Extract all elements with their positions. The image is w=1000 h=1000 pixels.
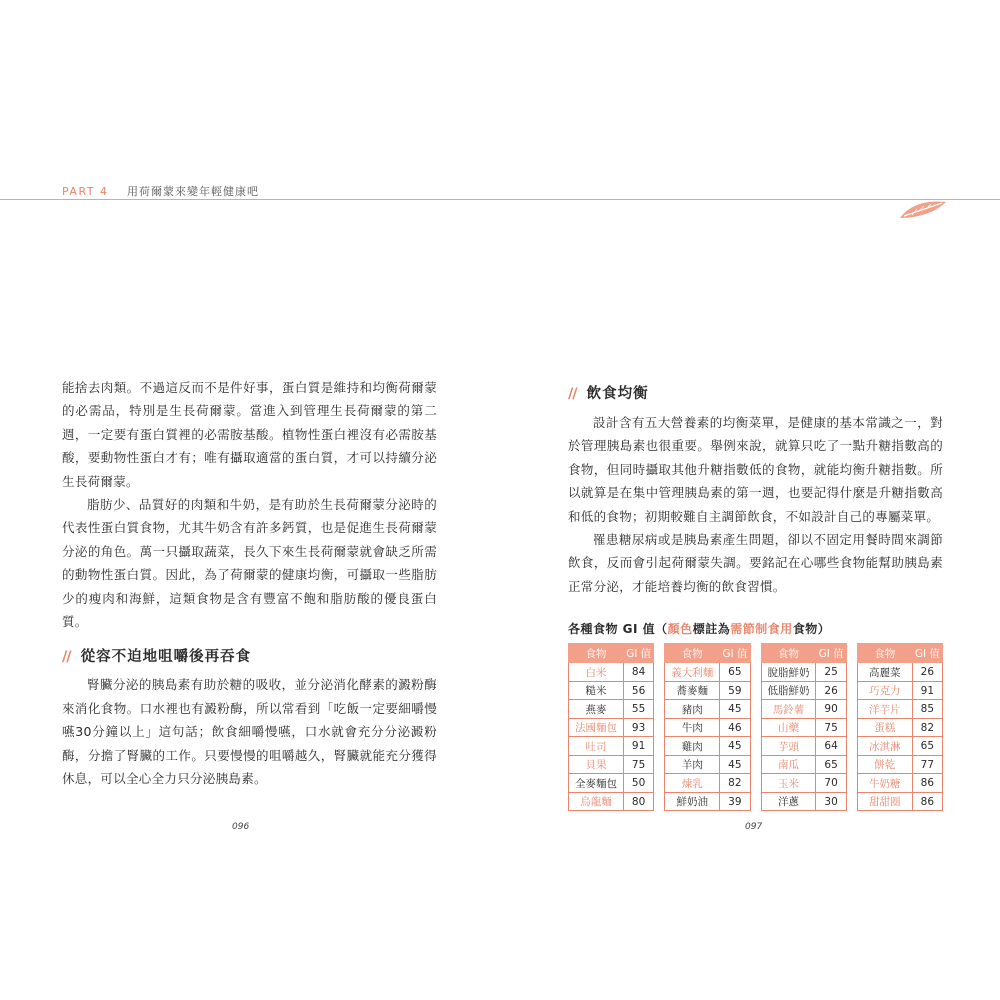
column-header-gi: GI 值 [912, 644, 942, 663]
table-row [761, 718, 846, 737]
column-header-food: 食物 [665, 644, 720, 663]
food-cell: 脫脂鮮奶 [761, 663, 816, 682]
food-cell: 芋頭 [761, 737, 816, 756]
part-label: PART 4 [62, 185, 109, 198]
gi-table [857, 643, 943, 811]
running-header [62, 183, 259, 199]
food-cell: 義大利麵 [665, 663, 720, 682]
gi-value-cell: 75 [623, 755, 653, 774]
paragraph: 設計含有五大營養素的均衡菜單，是健康的基本常識之一，對於管理胰島素也很重要。舉例來說，就算只吃了一點升糖指數高的食物，但同時攝取其他升糖指數低的食物，就能均衡升糖指數。所以就算是在集中管理胰島素的第一週，也要記得什麼是升糖指數高和低的食物；初期較難自主調節飲食，不如設計自己的專屬菜單。 [568, 415, 943, 524]
gi-tables [568, 643, 943, 811]
food-cell: 煉乳 [665, 774, 720, 793]
section-marker: // [62, 649, 71, 666]
paragraph: 罹患糖尿病或是胰島素產生問題，卻以不固定用餐時間來調節飲食，反而會引起荷爾蒙失調。要銘記在心哪些食物能幫助胰島素正常分泌，才能培養均衡的飲食習慣。 [568, 532, 943, 594]
gi-value-cell: 75 [816, 718, 846, 737]
table-row [665, 663, 750, 682]
table-row [857, 774, 942, 793]
gi-value-cell: 65 [816, 755, 846, 774]
table-row [569, 663, 654, 682]
section-marker: // [568, 386, 577, 402]
column-header-gi: GI 值 [623, 644, 653, 663]
table-caption: 各種食物 GI 值（顏色標註為需節制食用食物） [568, 622, 831, 637]
food-cell: 貝果 [569, 755, 624, 774]
right-page-column [568, 382, 943, 811]
section-heading [62, 645, 437, 666]
gi-value-cell: 30 [816, 792, 846, 811]
table-row [569, 681, 654, 700]
gi-value-cell: 93 [623, 718, 653, 737]
header-rule [0, 199, 1000, 200]
column-header-food: 食物 [761, 644, 816, 663]
gi-value-cell: 86 [912, 792, 942, 811]
table-row [569, 792, 654, 811]
food-cell: 吐司 [569, 737, 624, 756]
column-header-gi: GI 值 [720, 644, 750, 663]
food-cell: 巧克力 [857, 681, 912, 700]
table-row [761, 700, 846, 719]
gi-value-cell: 55 [623, 700, 653, 719]
feather-icon [898, 198, 948, 222]
table-row [665, 681, 750, 700]
table-row [569, 774, 654, 793]
table-row [761, 774, 846, 793]
gi-value-cell: 84 [623, 663, 653, 682]
gi-table [664, 643, 750, 811]
table-row [761, 792, 846, 811]
table-row [857, 737, 942, 756]
gi-value-cell: 65 [912, 737, 942, 756]
table-row [665, 755, 750, 774]
table-row [569, 737, 654, 756]
gi-value-cell: 77 [912, 755, 942, 774]
gi-value-cell: 39 [720, 792, 750, 811]
paragraph: 腎臟分泌的胰島素有助於糖的吸收，並分泌消化酵素的澱粉酶來消化食物。口水裡也有澱粉酶，所以常看到「吃飯一定要細嚼慢嚥30分鐘以上」這句話；飲食細嚼慢嚥，口水就會充分分泌澱粉酶，分擔了腎臟的工作。只要慢慢的咀嚼越久，腎臟就能充分獲得休息，可以全心全力只分泌胰島素。 [62, 677, 437, 787]
food-cell: 全麥麵包 [569, 774, 624, 793]
page-number-left: 096 [232, 822, 250, 832]
food-cell: 法國麵包 [569, 718, 624, 737]
food-cell: 羊肉 [665, 755, 720, 774]
left-page-column [62, 376, 437, 791]
gi-value-cell: 70 [816, 774, 846, 793]
table-row [761, 755, 846, 774]
column-header-gi: GI 值 [816, 644, 846, 663]
gi-table [761, 643, 847, 811]
table-row [665, 718, 750, 737]
food-cell: 雞肉 [665, 737, 720, 756]
food-cell: 甜甜圈 [857, 792, 912, 811]
food-cell: 玉米 [761, 774, 816, 793]
gi-value-cell: 64 [816, 737, 846, 756]
gi-value-cell: 86 [912, 774, 942, 793]
column-header-food: 食物 [569, 644, 624, 663]
gi-value-cell: 26 [912, 663, 942, 682]
food-cell: 蕎麥麵 [665, 681, 720, 700]
gi-value-cell: 65 [720, 663, 750, 682]
gi-value-cell: 56 [623, 681, 653, 700]
table-row [569, 700, 654, 719]
gi-value-cell: 59 [720, 681, 750, 700]
food-cell: 牛奶糖 [857, 774, 912, 793]
food-cell: 白米 [569, 663, 624, 682]
gi-value-cell: 82 [912, 718, 942, 737]
gi-value-cell: 91 [912, 681, 942, 700]
table-row [857, 755, 942, 774]
table-row [569, 718, 654, 737]
food-cell: 高麗菜 [857, 663, 912, 682]
gi-value-cell: 90 [816, 700, 846, 719]
column-header-food: 食物 [857, 644, 912, 663]
food-cell: 燕麥 [569, 700, 624, 719]
table-row [857, 700, 942, 719]
table-row [665, 774, 750, 793]
table-row [761, 663, 846, 682]
gi-table [568, 643, 654, 811]
food-cell: 烏龍麵 [569, 792, 624, 811]
food-cell: 洋蔥 [761, 792, 816, 811]
food-cell: 鮮奶油 [665, 792, 720, 811]
table-row [665, 792, 750, 811]
gi-value-cell: 45 [720, 700, 750, 719]
page-number-right: 097 [745, 822, 763, 832]
paragraph: 能捨去肉類。不過這反而不是件好事，蛋白質是維持和均衡荷爾蒙的必需品，特別是生長荷爾蒙。當進入到管理生長荷爾蒙的第二週，一定要有蛋白質裡的必需胺基酸。植物性蛋白裡沒有必需胺基酸，要動物性蛋白才有；唯有攝取適當的蛋白質，才可以持續分泌生長荷爾蒙。 [62, 380, 437, 489]
gi-value-cell: 50 [623, 774, 653, 793]
gi-value-cell: 25 [816, 663, 846, 682]
table-row [569, 755, 654, 774]
gi-value-cell: 26 [816, 681, 846, 700]
food-cell: 餅乾 [857, 755, 912, 774]
table-row [857, 792, 942, 811]
gi-value-cell: 45 [720, 755, 750, 774]
table-row [857, 681, 942, 700]
paragraph: 脂肪少、品質好的肉類和牛奶，是有助於生長荷爾蒙分泌時的代表性蛋白質食物，尤其牛奶含有許多鈣質，也是促進生長荷爾蒙分泌的角色。萬一只攝取蔬菜，長久下來生長荷爾蒙就會缺乏所需的動物性蛋白質。因此，為了荷爾蒙的健康均衡，可攝取一些脂肪少的瘦肉和海鮮，這類食物是含有豐富不飽和脂肪酸的優良蛋白質。 [62, 497, 437, 630]
gi-value-cell: 80 [623, 792, 653, 811]
table-row [761, 737, 846, 756]
table-row [857, 663, 942, 682]
section-title: 飲食均衡 [586, 386, 649, 402]
food-cell: 山藥 [761, 718, 816, 737]
table-row [761, 681, 846, 700]
food-cell: 南瓜 [761, 755, 816, 774]
chapter-title: 用荷爾蒙來變年輕健康吧 [127, 185, 260, 198]
gi-value-cell: 91 [623, 737, 653, 756]
food-cell: 糙米 [569, 681, 624, 700]
food-cell: 冰淇淋 [857, 737, 912, 756]
table-row [857, 718, 942, 737]
table-row [665, 737, 750, 756]
gi-value-cell: 82 [720, 774, 750, 793]
food-cell: 洋芋片 [857, 700, 912, 719]
section-title: 從容不迫地咀嚼後再吞食 [80, 649, 252, 666]
food-cell: 牛肉 [665, 718, 720, 737]
gi-value-cell: 85 [912, 700, 942, 719]
food-cell: 蛋糕 [857, 718, 912, 737]
gi-value-cell: 46 [720, 718, 750, 737]
table-row [665, 700, 750, 719]
section-heading [568, 382, 943, 403]
food-cell: 豬肉 [665, 700, 720, 719]
food-cell: 低脂鮮奶 [761, 681, 816, 700]
gi-value-cell: 45 [720, 737, 750, 756]
food-cell: 馬鈴薯 [761, 700, 816, 719]
